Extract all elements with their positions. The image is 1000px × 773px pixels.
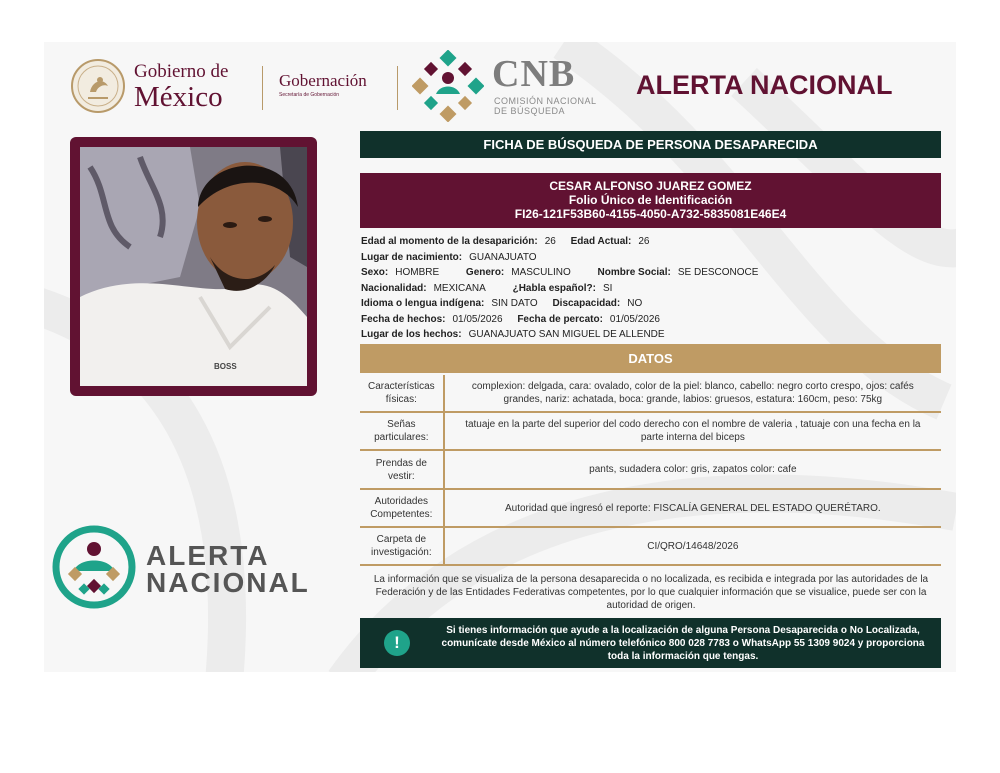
- detail-label: Lugar de los hechos:: [361, 329, 462, 340]
- alerta-nacional-heading: ALERTA NACIONAL: [636, 70, 893, 100]
- detail-label: Nombre Social:: [597, 267, 671, 278]
- row-label: Señas particulares:: [360, 412, 444, 450]
- logo-line: NACIONAL: [146, 567, 310, 598]
- detail-label: Discapacidad:: [552, 298, 621, 309]
- detail-label: Edad Actual:: [570, 236, 632, 247]
- detail-label: Sexo:: [361, 267, 389, 278]
- alerta-nacional-logo-icon: [52, 525, 136, 609]
- row-value: tatuaje en la parte del superior del codo derecho con el nombre de valeria , tatuaje con una fecha en la parte interna del biceps: [444, 412, 941, 450]
- detail-label: Edad al momento de la desaparición:: [361, 236, 538, 247]
- exclamation-icon: !: [384, 630, 410, 656]
- detail-value: SIN DATO: [491, 298, 538, 309]
- table-row: [360, 412, 941, 450]
- gobernacion-logo: [279, 71, 367, 98]
- cnb-emblem-icon: [412, 50, 484, 122]
- row-value: pants, sudadera color: gris, zapatos color: cafe: [444, 450, 941, 489]
- detail-value: GUANAJUATO SAN MIGUEL DE ALLENDE: [468, 329, 665, 340]
- row-label: Carpeta de investigación:: [360, 527, 444, 565]
- cnb-subtitle-line: COMISIÓN NACIONAL: [494, 96, 597, 106]
- header-divider: [397, 66, 398, 110]
- row-value: CI/QRO/14648/2026: [444, 527, 941, 565]
- mexico-text: México: [134, 81, 223, 113]
- gobierno-de-mexico-logo: [70, 58, 250, 116]
- detail-value: SE DESCONOCE: [677, 267, 759, 278]
- detail-value: 01/05/2026: [609, 313, 660, 325]
- table-row: [360, 375, 941, 412]
- logo-line: ALERTA: [146, 540, 270, 571]
- detail-value: SI: [602, 282, 613, 294]
- detail-label: ¿Habla español?:: [512, 282, 596, 294]
- contact-info-bar: [360, 618, 941, 668]
- detail-label: Fecha de percato:: [517, 313, 603, 325]
- table-row: [360, 489, 941, 527]
- detail-value: GUANAJUATO: [469, 251, 537, 263]
- cnb-subtitle: [494, 96, 597, 116]
- datos-title-bar: DATOS: [360, 344, 941, 373]
- header-divider: [262, 66, 263, 110]
- person-name-bar: [360, 173, 941, 228]
- row-value: Autoridad que ingresó el reporte: FISCALÍA GENERAL DEL ESTADO QUERÉTARO.: [444, 489, 941, 527]
- gobernacion-text: Gobernación: [279, 71, 367, 90]
- missing-person-photo: [80, 147, 307, 386]
- person-name: CESAR ALFONSO JUAREZ GOMEZ: [549, 179, 752, 193]
- detail-label: Genero:: [465, 267, 505, 278]
- contact-info-text: Si tienes información que ayude a la localización de alguna Persona Desaparecida o No Localizada, comunícate desde México al número telefónico 800 028 7783 o WhatsApp 55 1309 9024 y proporciona toda la información que tengas.: [441, 625, 925, 662]
- row-label: Autoridades Competentes:: [360, 489, 444, 527]
- cnb-subtitle-line: DE BÚSQUEDA: [494, 106, 566, 116]
- folio-number: FI26-121F53B60-4155-4050-A732-5835081E46E4: [514, 207, 787, 221]
- detail-value: MEXICANA: [433, 282, 486, 294]
- cnb-title: CNB: [492, 53, 576, 95]
- detail-value: 01/05/2026: [452, 313, 503, 325]
- table-row: [360, 450, 941, 489]
- detail-value: NO: [627, 298, 643, 309]
- detail-value: HOMBRE: [395, 267, 440, 278]
- detail-value: MASCULINO: [511, 267, 571, 278]
- shirt-logo-text: BOSS: [214, 362, 237, 371]
- ficha-title-bar: FICHA DE BÚSQUEDA DE PERSONA DESAPARECIDA: [360, 131, 941, 158]
- detail-value: 26: [544, 236, 556, 247]
- table-row: [360, 527, 941, 565]
- datos-table: [360, 375, 941, 566]
- folio-label: Folio Único de Identificación: [568, 193, 733, 207]
- gobierno-de-text: Gobierno de: [134, 61, 229, 82]
- gobernacion-subtext: Secretaría de Gobernación: [279, 92, 340, 98]
- detail-label: Idioma o lengua indígena:: [361, 298, 485, 309]
- row-label: Características físicas:: [360, 375, 444, 412]
- row-label: Prendas de vestir:: [360, 450, 444, 489]
- person-details: [361, 234, 941, 343]
- detail-label: Nacionalidad:: [361, 282, 427, 294]
- disclaimer-text: La información que se visualiza de la persona desaparecida o no localizada, es recibida e integrada por las autoridades de la Federación y de las Entidades Federativas competentes, por lo que cualquier información que se visualice, puede ser con la autoridad de origen.: [373, 574, 929, 611]
- detail-label: Lugar de nacimiento:: [361, 251, 463, 263]
- row-value: complexion: delgada, cara: ovalado, color de la piel: blanco, cabello: negro corto crespo, ojos: cafés grandes, nariz: achatada, boca: grande, labios: gruesos, estatura: 160cm, peso: 75kg: [444, 375, 941, 412]
- detail-value: 26: [638, 236, 650, 247]
- alerta-nacional-logo-text: [146, 542, 310, 596]
- detail-label: Fecha de hechos:: [361, 313, 446, 325]
- national-seal-icon: [70, 58, 126, 114]
